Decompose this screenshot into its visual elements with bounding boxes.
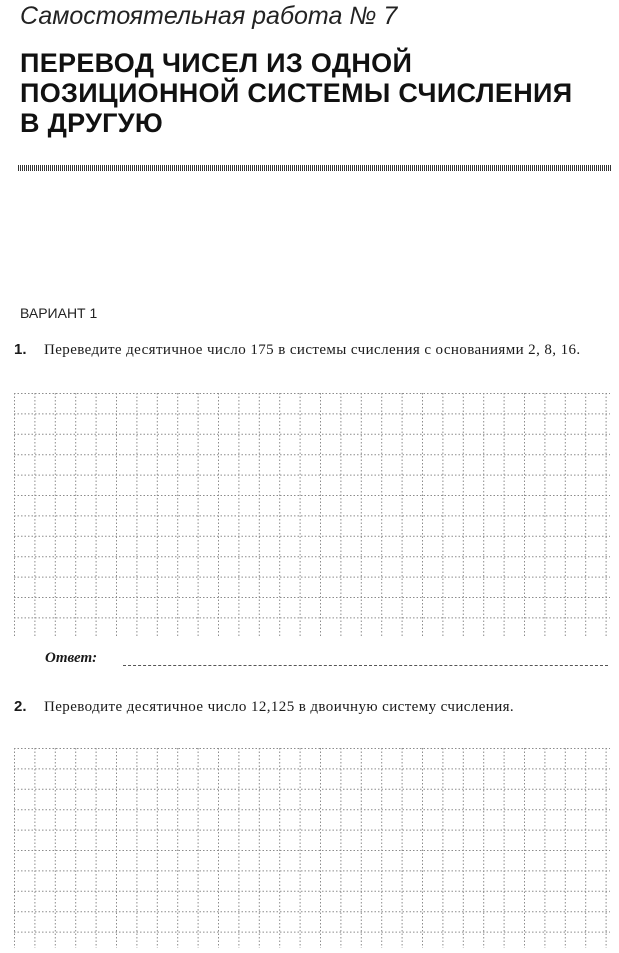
title-line: В ДРУГУЮ: [20, 108, 164, 138]
variant-label: ВАРИАНТ 1: [20, 305, 98, 321]
task-2: [14, 697, 609, 741]
task-text: Переводите десятичное число 12,125 в двоичную систему счисления.: [44, 699, 515, 715]
page-title: [20, 48, 615, 138]
task-number: 2.: [14, 698, 27, 715]
task-1: [14, 340, 609, 384]
answer-input-line[interactable]: [123, 665, 608, 666]
answer-grid-2[interactable]: [14, 748, 610, 948]
answer-row: [45, 650, 608, 672]
work-number-label: Самостоятельная работа № 7: [20, 2, 398, 30]
title-divider: [18, 165, 612, 171]
title-line: ПЕРЕВОД ЧИСЕЛ ИЗ ОДНОЙ: [20, 48, 413, 78]
title-line: ПОЗИЦИОННОЙ СИСТЕМЫ СЧИСЛЕНИЯ: [20, 78, 573, 108]
answer-grid-1[interactable]: [14, 393, 610, 638]
task-number: 1.: [14, 341, 27, 358]
task-text: Переведите десятичное число 175 в системы счисления с основаниями 2, 8, 16.: [44, 342, 581, 358]
answer-label: Ответ:: [45, 650, 98, 666]
